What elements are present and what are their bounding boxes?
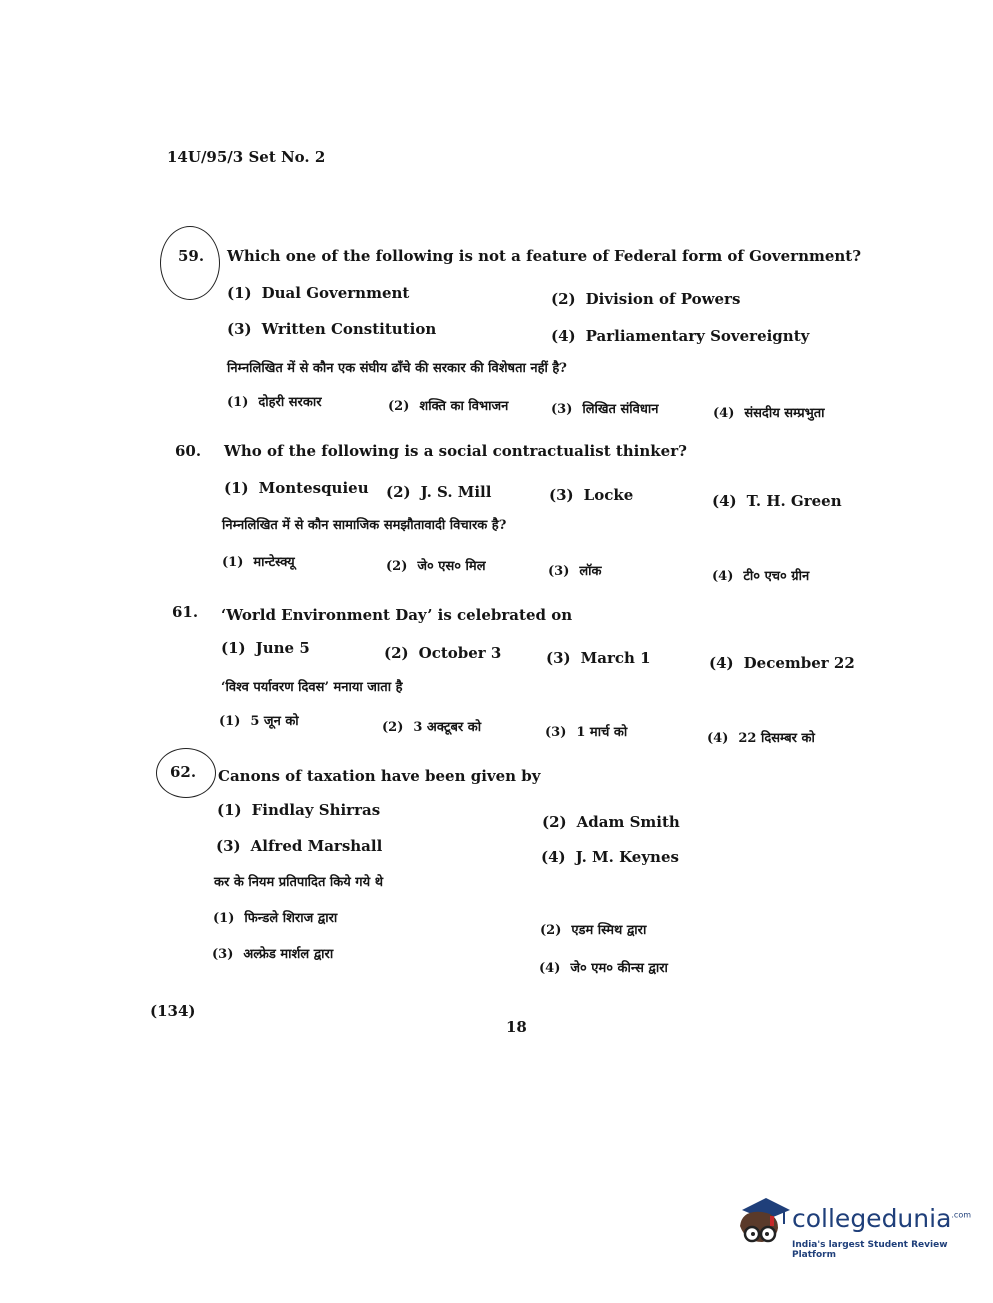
option-number: (3): [227, 320, 252, 338]
option-number: (2): [382, 720, 404, 735]
option-text: T. H. Green: [746, 492, 842, 510]
option-en: [227, 320, 436, 338]
option-number: (2): [386, 483, 411, 501]
option-number: (4): [707, 731, 729, 746]
option-hi: [551, 399, 658, 417]
option-text: Division of Powers: [585, 290, 741, 308]
option-number: (3): [551, 402, 573, 417]
brand-wordmark: collegedunia: [792, 1204, 952, 1233]
option-en: [712, 492, 842, 510]
option-hi: [548, 561, 602, 579]
option-text: 3 अक्टूबर को: [413, 720, 482, 735]
option-number: (1): [217, 801, 242, 819]
option-hi: [707, 728, 815, 746]
booklet-code: (134): [150, 1002, 196, 1020]
option-number: (3): [549, 486, 574, 504]
option-text: Locke: [583, 486, 634, 504]
option-text: जे० एम० कीन्स द्वारा: [570, 961, 668, 976]
option-number: (2): [384, 644, 409, 662]
page-number: 18: [506, 1018, 527, 1036]
option-number: (3): [216, 837, 241, 855]
option-number: (4): [551, 327, 576, 345]
option-text: March 1: [580, 649, 651, 667]
option-text: टी० एच० ग्रीन: [743, 569, 810, 584]
option-hi: [222, 552, 295, 570]
option-number: (4): [712, 569, 734, 584]
option-text: June 5: [255, 639, 310, 657]
option-number: (1): [219, 714, 241, 729]
option-number: (2): [540, 923, 562, 938]
option-hi: [227, 392, 322, 410]
option-text: अल्फ्रेड मार्शल द्वारा: [243, 947, 334, 962]
option-number: (1): [221, 639, 246, 657]
option-number: (4): [539, 961, 561, 976]
option-hi: [713, 403, 825, 421]
option-en: [384, 644, 501, 662]
option-en: [542, 813, 680, 831]
option-text: Parliamentary Sovereignty: [585, 327, 810, 345]
option-text: Dual Government: [261, 284, 410, 302]
option-text: Findlay Shirras: [251, 801, 381, 819]
collegedunia-watermark: [732, 1196, 972, 1260]
option-text: Adam Smith: [576, 813, 680, 831]
option-text: Montesquieu: [258, 479, 369, 497]
option-en: [386, 483, 491, 501]
option-number: (1): [227, 395, 249, 410]
option-text: December 22: [743, 654, 855, 672]
option-number: (3): [212, 947, 234, 962]
option-hi: [219, 711, 299, 729]
question-text-hi: निम्नलिखित में से कौन एक संघीय ढाँचे की सरकार की विशेषता नहीं है?: [227, 361, 567, 376]
question-number: 61.: [172, 603, 199, 621]
brand-tagline: India's largest Student Review Platform: [792, 1240, 948, 1260]
option-number: (1): [227, 284, 252, 302]
option-text: फिन्डले शिराज द्वारा: [244, 911, 338, 926]
option-number: (2): [388, 399, 410, 414]
option-hi: [712, 566, 809, 584]
question-number: 59.: [178, 247, 205, 265]
option-hi: [388, 396, 508, 414]
option-hi: [539, 958, 668, 976]
question-text-en: ‘World Environment Day’ is celebrated on: [221, 606, 573, 624]
option-text: October 3: [418, 644, 502, 662]
option-text: 1 मार्च को: [576, 725, 628, 740]
question-text-hi: कर के नियम प्रतिपादित किये गये थे: [214, 875, 383, 890]
option-en: [224, 479, 369, 497]
option-en: [217, 801, 380, 819]
option-number: (3): [546, 649, 571, 667]
option-en: [551, 327, 809, 345]
option-text: 22 दिसम्बर को: [738, 731, 815, 746]
brand-name: [792, 1204, 971, 1233]
paper-code: 14U/95/3 Set No. 2: [167, 148, 326, 166]
question-number: 62.: [170, 763, 197, 781]
option-en: [216, 837, 382, 855]
option-en: [541, 848, 679, 866]
option-number: (1): [213, 911, 235, 926]
question-number: 60.: [175, 442, 202, 460]
option-number: (1): [224, 479, 249, 497]
option-en: [227, 284, 409, 302]
option-text: शक्ति का विभाजन: [419, 399, 509, 414]
option-hi: [386, 556, 486, 574]
option-hi: [212, 944, 333, 962]
option-en: [546, 649, 651, 667]
option-text: एडम स्मिथ द्वारा: [571, 923, 647, 938]
mascot-logo-icon: [732, 1196, 790, 1258]
question-text-en: Canons of taxation have been given by: [218, 767, 541, 785]
option-number: (2): [551, 290, 576, 308]
option-number: (3): [545, 725, 567, 740]
question-text-hi: ‘विश्व पर्यावरण दिवस’ मनाया जाता है: [221, 680, 403, 695]
option-hi: [545, 722, 627, 740]
option-text: J. M. Keynes: [575, 848, 679, 866]
option-text: दोहरी सरकार: [258, 395, 322, 410]
option-hi: [540, 920, 646, 938]
question-text-hi: निम्नलिखित में से कौन सामाजिक समझौतावादी विचारक है?: [222, 518, 507, 533]
option-text: मान्टेस्क्यू: [253, 555, 295, 570]
option-en: [221, 639, 310, 657]
option-text: लॉक: [579, 564, 602, 579]
option-text: Alfred Marshall: [250, 837, 383, 855]
option-hi: [213, 908, 337, 926]
option-en: [551, 290, 740, 308]
brand-suffix: .com: [951, 1210, 972, 1220]
option-text: 5 जून को: [250, 714, 299, 729]
option-en: [709, 654, 855, 672]
option-number: (2): [386, 559, 408, 574]
option-number: (4): [712, 492, 737, 510]
option-hi: [382, 717, 481, 735]
option-number: (3): [548, 564, 570, 579]
option-number: (2): [542, 813, 567, 831]
option-number: (4): [713, 406, 735, 421]
option-text: J. S. Mill: [420, 483, 492, 501]
option-text: संसदीय सम्प्रभुता: [744, 406, 825, 421]
option-text: जे० एस० मिल: [417, 559, 486, 574]
option-en: [549, 486, 633, 504]
option-text: Written Constitution: [261, 320, 437, 338]
question-text-en: Who of the following is a social contractualist thinker?: [224, 442, 687, 460]
option-number: (4): [709, 654, 734, 672]
option-text: लिखित संविधान: [582, 402, 659, 417]
option-number: (4): [541, 848, 566, 866]
question-text-en: Which one of the following is not a feature of Federal form of Government?: [227, 247, 862, 265]
option-number: (1): [222, 555, 244, 570]
